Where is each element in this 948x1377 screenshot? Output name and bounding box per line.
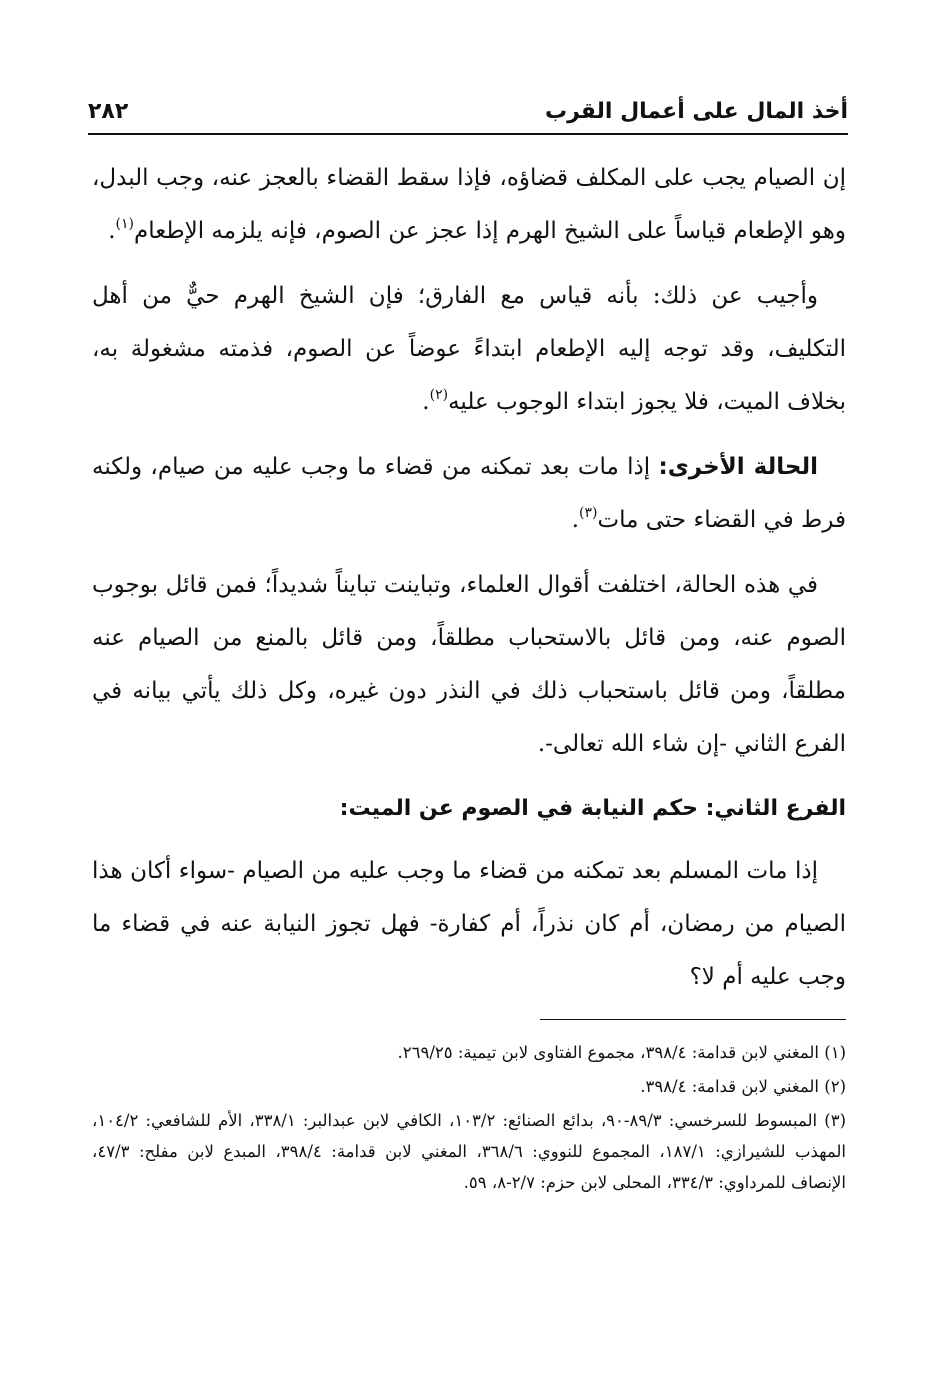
footnote-separator (540, 1019, 846, 1020)
paragraph-5 (92, 845, 846, 1004)
paragraph-1 (92, 152, 846, 258)
paragraph-4 (92, 559, 846, 771)
footnote-ref-3[interactable]: (٣) (579, 505, 598, 521)
footnote-1: (١) المغني لابن قدامة: ٣٩٨/٤، مجموع الفتاوى لابن تيمية: ٢٦٩/٢٥. (397, 1043, 846, 1062)
paragraph-4-text: في هذه الحالة، اختلفت أقوال العلماء، وتباينت تبايناً شديداً؛ فمن قائل بوجوب الصوم عنه، ومن قائل بالاستحباب مطلقاً، ومن قائل بالمنع من الصيام عنه مطلقاً، ومن قائل باستحباب ذلك في النذر دون غيره، وكل ذلك يأتي بيانه في الفرع الثاني -إن شاء الله تعالى-. (92, 572, 846, 757)
footnote-2: (٢) المغني لابن قدامة: ٣٩٨/٤. (640, 1077, 846, 1096)
paragraph-2-text: وأجيب عن ذلك: بأنه قياس مع الفارق؛ فإن الشيخ الهرم حيٌّ من أهل التكليف، وقد توجه إليه الإطعام ابتداءً عوضاً عن الصوم، فذمته مشغولة به، بخلاف الميت، فلا يجوز ابتداء الوجوب عليه (92, 283, 846, 415)
paragraph-1-text: إن الصيام يجب على المكلف قضاؤه، فإذا سقط القضاء بالعجز عنه، وجب البدل، وهو الإطعام قياساً على الشيخ الهرم إذا عجز عن الصوم، فإنه يلزمه الإطعام (92, 165, 846, 244)
paragraph-3-end: . (571, 507, 580, 533)
main-text (92, 152, 846, 1016)
page-header (88, 97, 848, 131)
running-title: أخذ المال على أعمال القرب (544, 99, 848, 124)
footnotes (92, 1037, 846, 1201)
paragraph-3-text: إذا مات بعد تمكنه من قضاء ما وجب عليه من صيام، ولكنه فرط في القضاء حتى مات (92, 454, 846, 533)
page-number: ٢٨٢ (88, 99, 129, 124)
header-rule (88, 133, 848, 135)
section-heading: الفرع الثاني: حكم النيابة في الصوم عن الميت: (339, 796, 846, 821)
paragraph-3-lead: الحالة الأخرى: (658, 454, 818, 480)
paragraph-2-end: . (422, 389, 430, 415)
footnote-ref-2[interactable]: (٢) (429, 387, 449, 403)
footnote-ref-1[interactable]: (١) (115, 216, 134, 232)
paragraph-5-text: إذا مات المسلم بعد تمكنه من قضاء ما وجب عليه من الصيام -سواء أكان هذا الصيام من رمضان، أم كان نذراً، أم كفارة- فهل تجوز النيابة عنه في قضاء ما وجب عليه أم لا؟ (92, 858, 846, 990)
paragraph-2 (92, 270, 846, 429)
paragraph-1-end: . (108, 218, 116, 244)
paragraph-3 (92, 441, 846, 547)
footnote-3: (٣) المبسوط للسرخسي: ٨٩/٣-٩٠، بدائع الصنائع: ١٠٣/٢، الكافي لابن عبدالبر: ٣٣٨/١، الأم للشافعي: ١٠٤/٢، المهذب للشيرازي: ١٨٧/١، المجموع للنووي: ٣٦٨/٦، المغني لابن قدامة: ٣٩٨/٤، المبدع لابن مفلح: ٤٧/٣، الإنصاف للمرداوي: ٣٣٤/٣، المحلى لابن حزم: ٢/٧-٨، ٥٩. (92, 1111, 846, 1192)
